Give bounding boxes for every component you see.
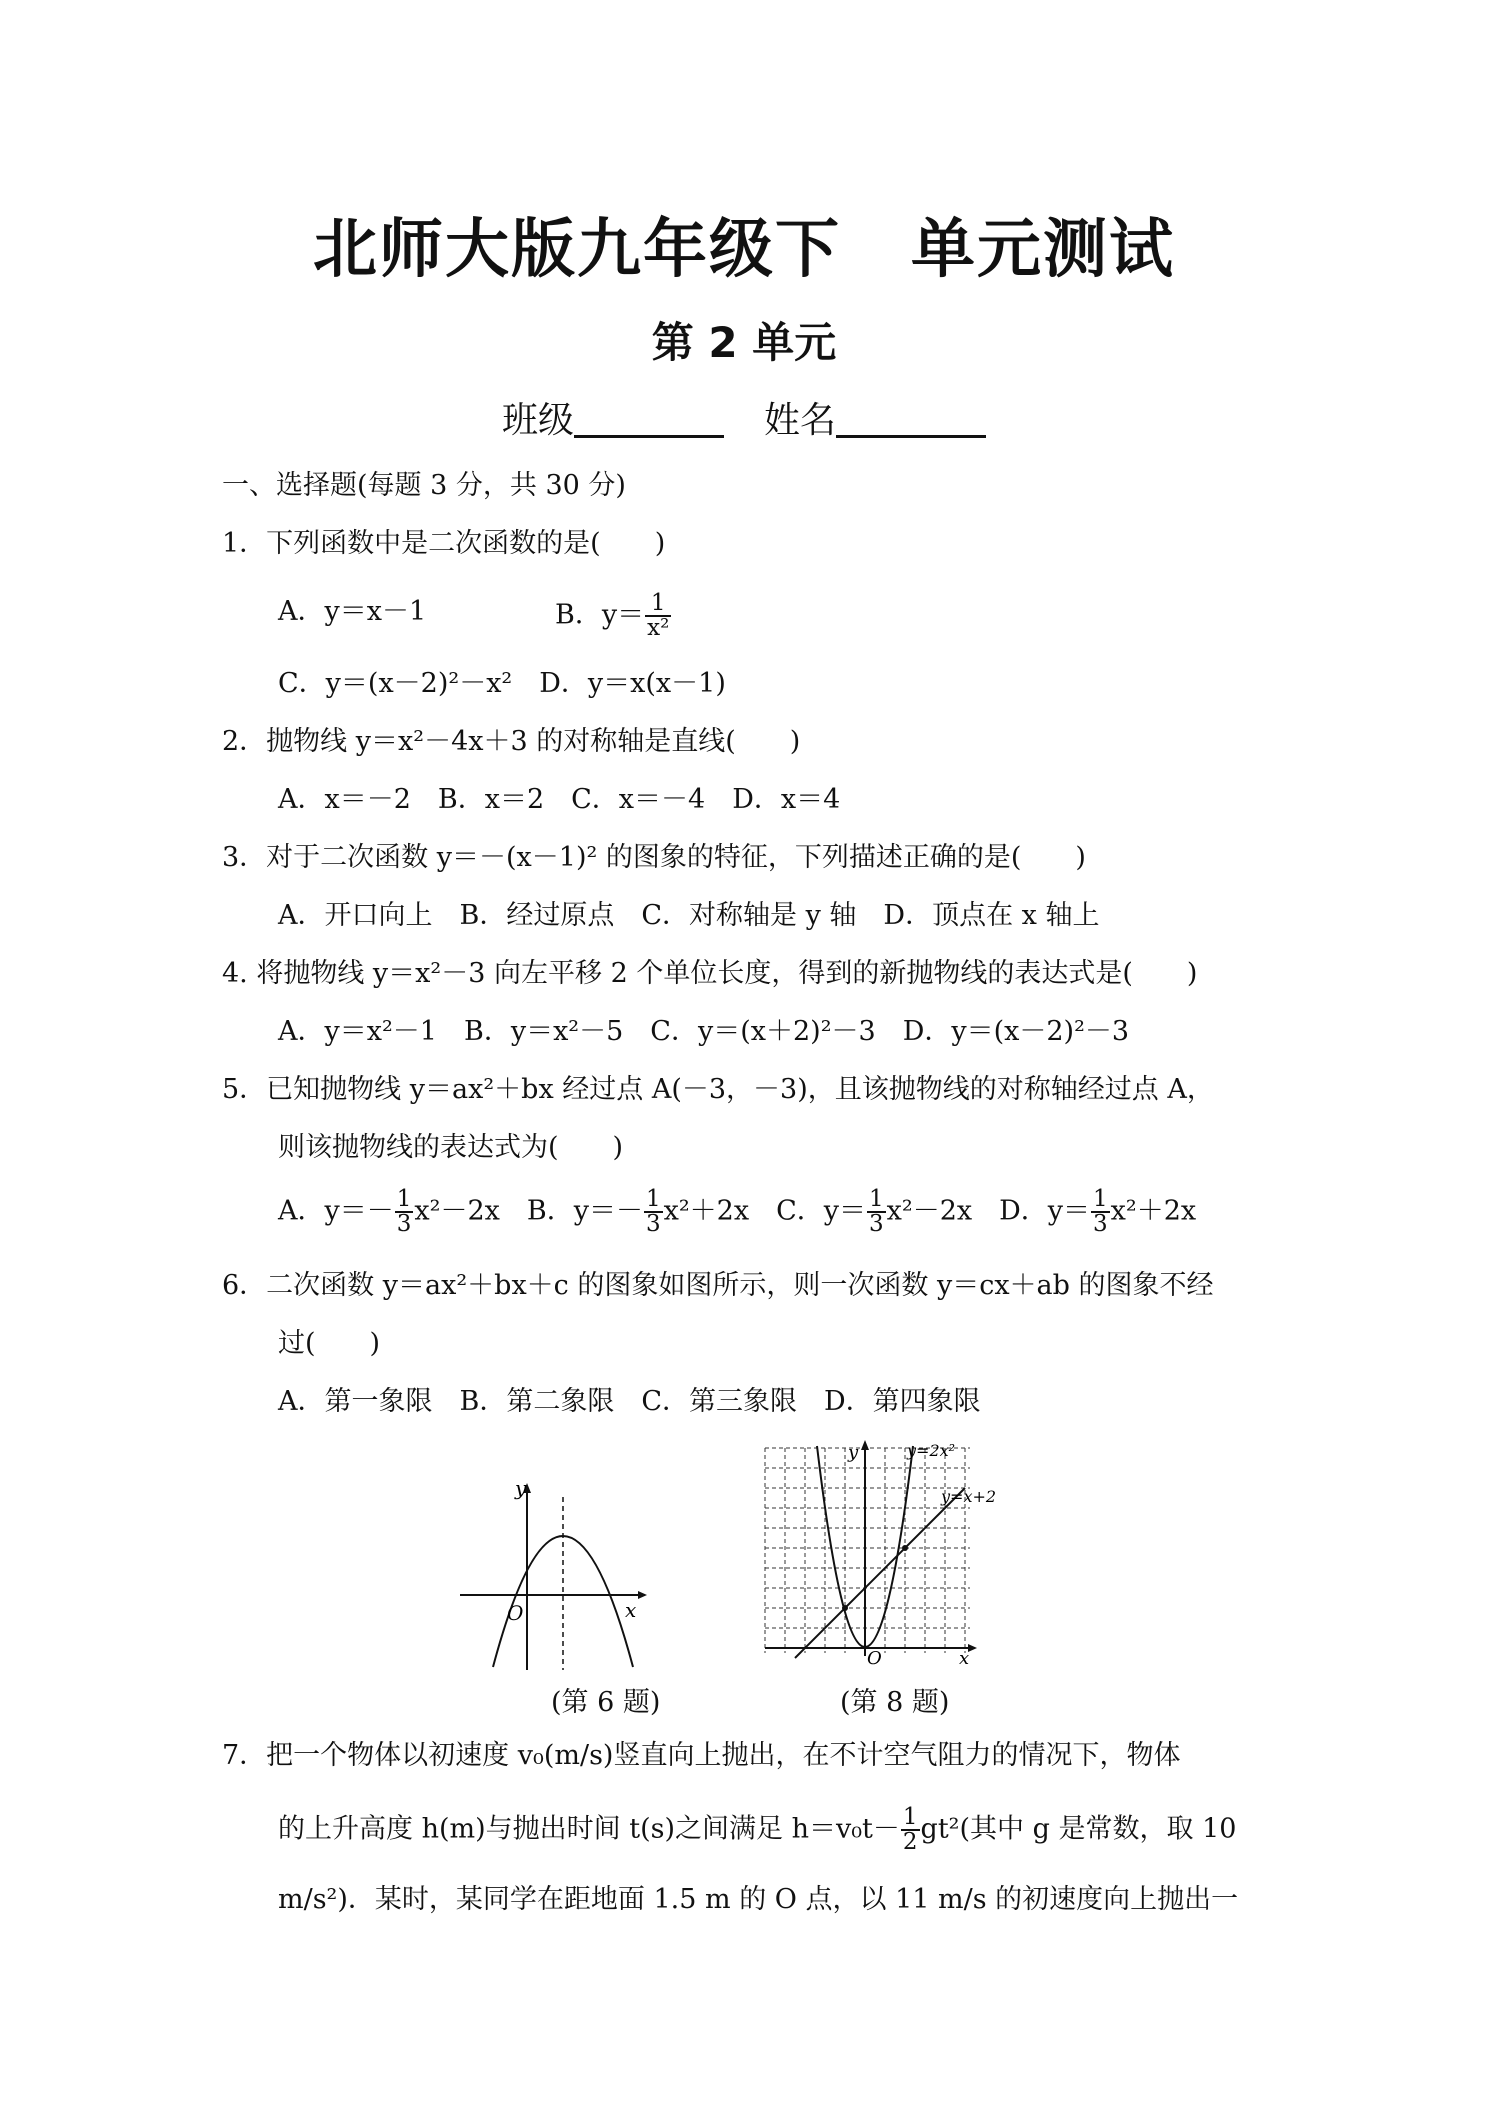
class-label: 班级: [501, 400, 574, 441]
q2-stem: 2．抛物线 y＝x²－4x＋3 的对称轴是直线( ): [222, 726, 801, 757]
figure-8: [755, 1438, 997, 1669]
fig8-line-label: y=x+2: [941, 1487, 997, 1506]
section-heading: 一、选择题(每题 3 分，共 30 分): [222, 470, 626, 501]
q1-option-b: [555, 592, 672, 640]
fig8-line: [795, 1488, 965, 1658]
unit-subtitle: 第 2 单元: [651, 318, 837, 367]
q5-b-pre: B．y＝－: [526, 1195, 643, 1227]
q7-line2-post: gt²(其中 g 是常数，取 10: [920, 1813, 1237, 1845]
q6-options: A．第一象限 B．第二象限 C．第三象限 D．第四象限: [278, 1386, 981, 1417]
frac-den: 3: [645, 1211, 661, 1237]
page-title: [0, 198, 1488, 290]
fig8-x-label: x: [959, 1648, 970, 1669]
q5-d-pre: D．y＝: [999, 1195, 1091, 1227]
q7-line2-pre: 的上升高度 h(m)与抛出时间 t(s)之间满足 h＝v₀t－: [278, 1813, 900, 1845]
q5-a-pre: A．y＝－: [278, 1195, 394, 1227]
fig8-y-arrow: [861, 1440, 869, 1450]
fig6-y-label: y: [515, 1476, 527, 1500]
fig6-x-arrow: [638, 1591, 647, 1599]
name-blank[interactable]: [836, 399, 986, 438]
frac-num: 1: [869, 1186, 884, 1212]
q1-b-num: 1: [650, 590, 666, 616]
q6-stem-line2: 过( ): [278, 1328, 381, 1359]
frac-den: 3: [396, 1211, 412, 1237]
q1-option-a: A．y＝x－1: [278, 596, 427, 627]
q5-c-pre: C．y＝: [776, 1195, 867, 1227]
q3-options: A．开口向上 B．经过原点 C．对称轴是 y 轴 D．顶点在 x 轴上: [278, 900, 1100, 931]
q5-c-fraction: [867, 1188, 886, 1236]
q7-line2: [278, 1806, 1236, 1854]
q5-b-post: x²＋2x: [663, 1195, 750, 1227]
fig8-caption: (第 8 题): [840, 1687, 950, 1718]
fig8-origin-label: O: [867, 1648, 882, 1669]
fig8-intersection-point: [902, 1545, 908, 1551]
q5-b-fraction: [644, 1188, 663, 1236]
title-left: 北师大版九年级下: [313, 213, 841, 287]
class-blank[interactable]: [574, 399, 724, 438]
fig6-caption: (第 6 题): [551, 1687, 661, 1718]
frac-den: 2: [902, 1829, 918, 1855]
student-fields: [0, 392, 1488, 443]
q7-fraction: [901, 1806, 920, 1854]
q5-d-post: x²＋2x: [1110, 1195, 1197, 1227]
frac-den: 3: [1093, 1211, 1108, 1237]
frac-den: 3: [869, 1211, 884, 1237]
name-label: 姓名: [764, 400, 837, 441]
q2-options: A．x＝－2 B．x＝2 C．x＝－4 D．x＝4: [278, 784, 841, 815]
q5-stem-line2: 则该抛物线的表达式为( ): [278, 1132, 624, 1163]
q3-stem: 3．对于二次函数 y＝－(x－1)² 的图象的特征，下列描述正确的是( ): [222, 842, 1086, 873]
title-right: 单元测试: [911, 213, 1175, 287]
frac-num: 1: [396, 1186, 412, 1212]
q7-line1: 7．把一个物体以初速度 v₀(m/s)竖直向上抛出，在不计空气阻力的情况下，物体: [222, 1740, 1181, 1771]
q1-b-den: x²: [647, 615, 670, 641]
q7-line3: m/s²)．某时，某同学在距地面 1.5 m 的 O 点，以 11 m/s 的初速度向上抛出一: [278, 1884, 1239, 1915]
q4-stem: 4. 将抛物线 y＝x²－3 向左平移 2 个单位长度，得到的新抛物线的表达式是( ): [222, 958, 1198, 989]
q5-a-post: x²－2x: [414, 1195, 500, 1227]
fig8-parabola-label: y=2x²: [907, 1441, 956, 1460]
fig6-origin-label: O: [507, 1601, 524, 1625]
frac-num: 1: [645, 1186, 661, 1212]
q1-options-cd: C．y＝(x－2)²－x² D．y＝x(x－1): [278, 668, 726, 699]
fig8-intersection-point: [842, 1605, 848, 1611]
frac-num: 1: [902, 1804, 918, 1830]
q5-stem-line1: 5．已知抛物线 y＝ax²＋bx 经过点 A(－3，－3)，且该抛物线的对称轴经过点 A，: [222, 1074, 1214, 1105]
q5-c-post: x²－2x: [886, 1195, 973, 1227]
fig8-x-arrow: [968, 1644, 977, 1652]
q1-stem: 1．下列函数中是二次函数的是( ): [222, 528, 666, 559]
q1-b-fraction: [645, 592, 671, 640]
frac-num: 1: [1093, 1186, 1108, 1212]
fig8-y-label: y: [848, 1442, 859, 1463]
figure-6: [455, 1475, 655, 1675]
q6-stem-line1: 6．二次函数 y＝ax²＋bx＋c 的图象如图所示，则一次函数 y＝cx＋ab 的图象不经: [222, 1270, 1214, 1301]
fig6-x-label: x: [625, 1598, 637, 1622]
q5-d-fraction: [1091, 1188, 1110, 1236]
q4-options: A．y＝x²－1 B．y＝x²－5 C．y＝(x＋2)²－3 D．y＝(x－2)²－3: [278, 1016, 1130, 1047]
fig8-grid: [765, 1448, 970, 1653]
q1-b-prefix: B．y＝: [555, 599, 645, 631]
q5-options: [278, 1188, 1196, 1236]
q5-a-fraction: [395, 1188, 414, 1236]
